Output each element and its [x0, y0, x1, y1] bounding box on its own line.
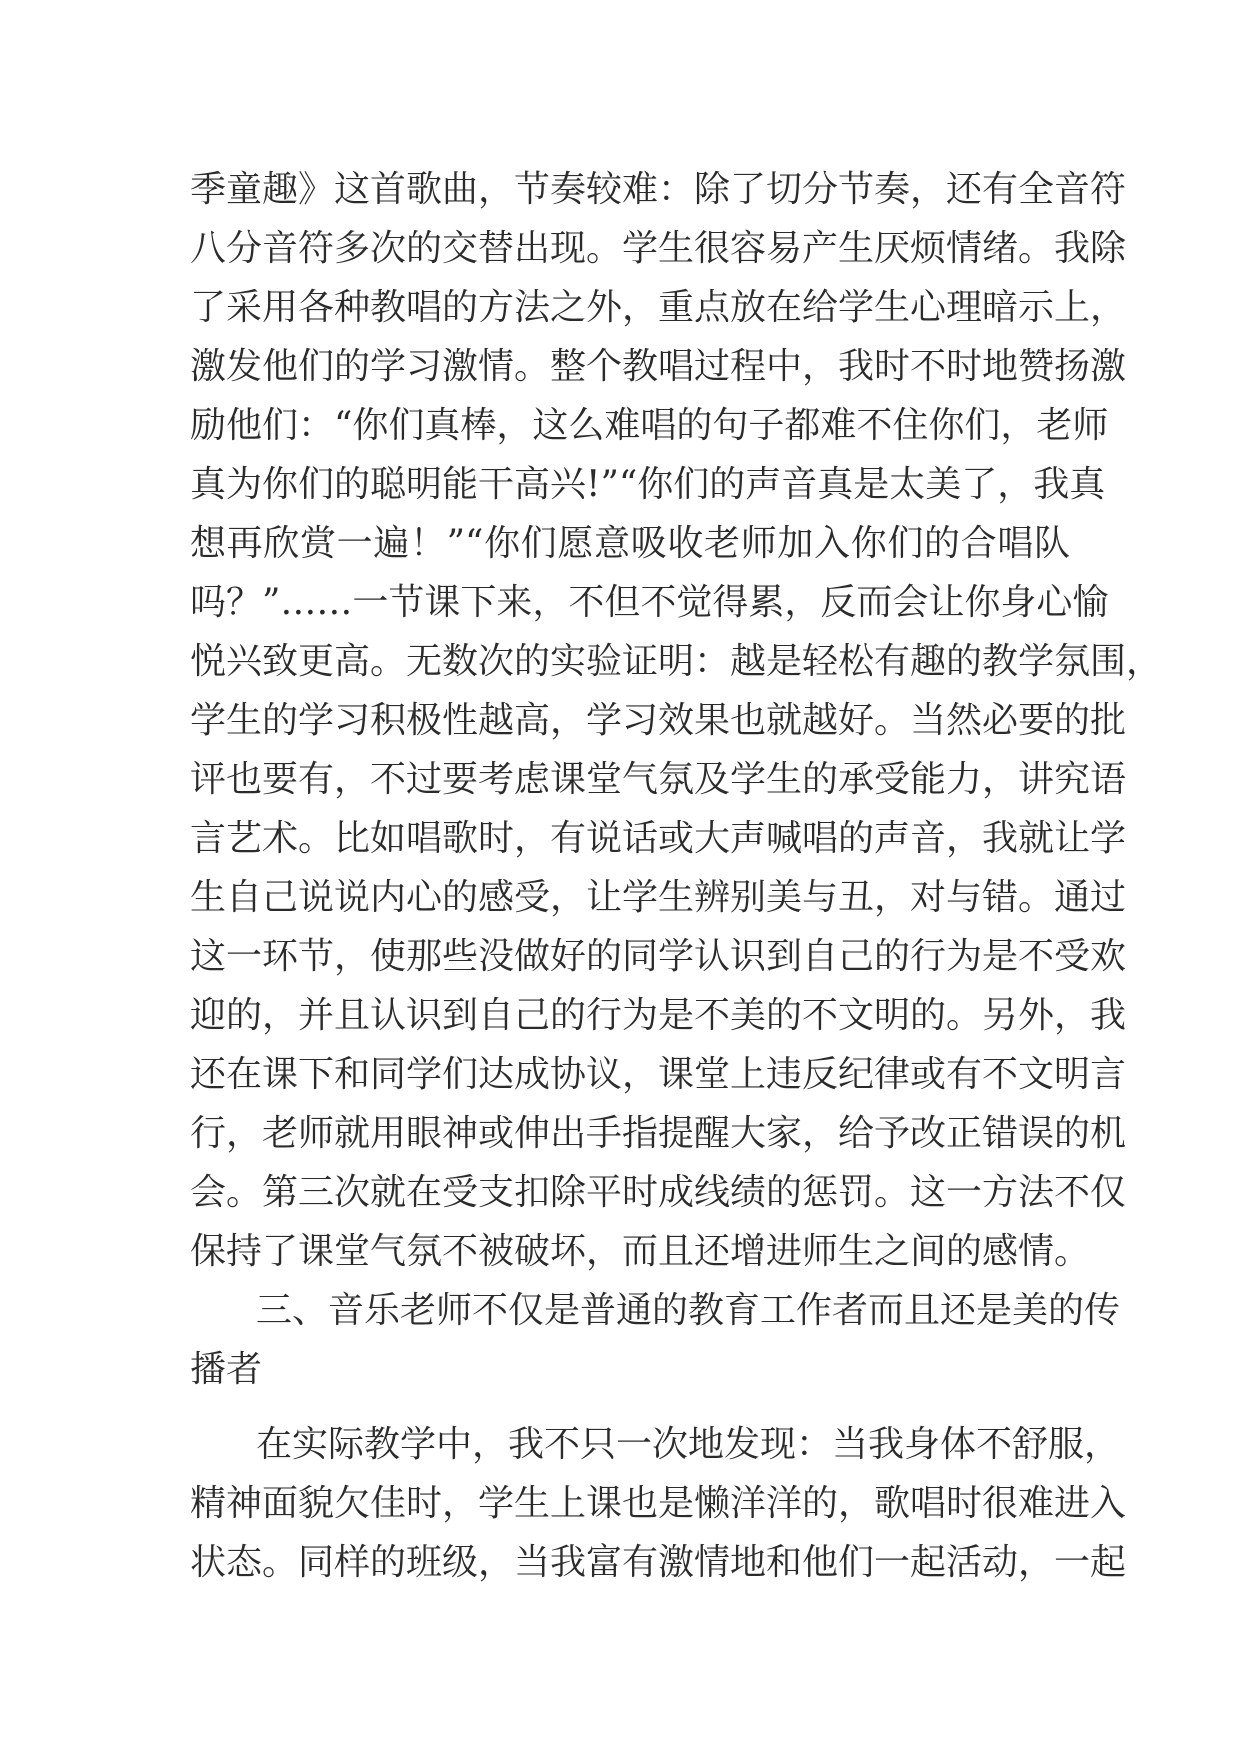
- text-line: 励他们：“你们真棒，这么难唱的句子都难不住你们，老师: [190, 405, 1109, 446]
- text-line: 季童趣》这首歌曲，节奏较难：除了切分节奏，还有全音符: [190, 169, 1127, 210]
- text-line: 保持了课堂气氛不被破坏，而且还增进师生之间的感情。: [190, 1231, 1091, 1272]
- section-heading-line: 三、音乐老师不仅是普通的教育工作者而且还是美的传: [256, 1290, 1121, 1331]
- text-line: 这一环节，使那些没做好的同学认识到自己的行为是不受欢: [190, 936, 1127, 977]
- text-line: 评也要有，不过要考虑课堂气氛及学生的承受能力，讲究语: [190, 759, 1127, 800]
- text-line: 想再欣赏一遍！”“你们愿意吸收老师加入你们的合唱队: [190, 523, 1070, 564]
- text-line: 了采用各种教唱的方法之外，重点放在给学生心理暗示上，: [190, 287, 1127, 328]
- text-line: 学生的学习积极性越高，学习效果也就越好。当然必要的批: [190, 700, 1127, 741]
- text-line: 八分音符多次的交替出现。学生很容易产生厌烦情绪。我除: [190, 228, 1127, 269]
- text-line: 言艺术。比如唱歌时，有说话或大声喊唱的声音，我就让学: [190, 818, 1127, 859]
- text-line: 在实际教学中，我不只一次地发现：当我身体不舒服，: [256, 1424, 1121, 1465]
- text-line: 悦兴致更高。无数次的实验证明：越是轻松有趣的教学氛围，: [190, 641, 1163, 682]
- body-text: [190, 160, 1163, 1592]
- text-line: 行，老师就用眼神或伸出手指提醒大家，给予改正错误的机: [190, 1113, 1127, 1154]
- text-line: 激发他们的学习激情。整个教唱过程中，我时不时地赞扬激: [190, 346, 1127, 387]
- text-line: 吗？”……一节课下来，不但不觉得累，反而会让你身心愉: [190, 582, 1109, 623]
- text-line: 精神面貌欠佳时，学生上课也是懒洋洋的，歌唱时很难进入: [190, 1483, 1127, 1524]
- text-line: 真为你们的聪明能干高兴!”“你们的声音真是太美了，我真: [190, 464, 1106, 505]
- text-line: 迎的，并且认识到自己的行为是不美的不文明的。另外，我: [190, 995, 1127, 1036]
- text-line: 会。第三次就在受支扣除平时成线绩的惩罚。这一方法不仅: [190, 1172, 1127, 1213]
- section-heading-line: 播者: [190, 1349, 263, 1390]
- text-line: 还在课下和同学们达成协议，课堂上违反纪律或有不文明言: [190, 1054, 1127, 1095]
- text-line: 状态。同样的班级，当我富有激情地和他们一起活动，一起: [190, 1542, 1127, 1583]
- text-line: 生自己说说内心的感受，让学生辨别美与丑，对与错。通过: [190, 877, 1127, 918]
